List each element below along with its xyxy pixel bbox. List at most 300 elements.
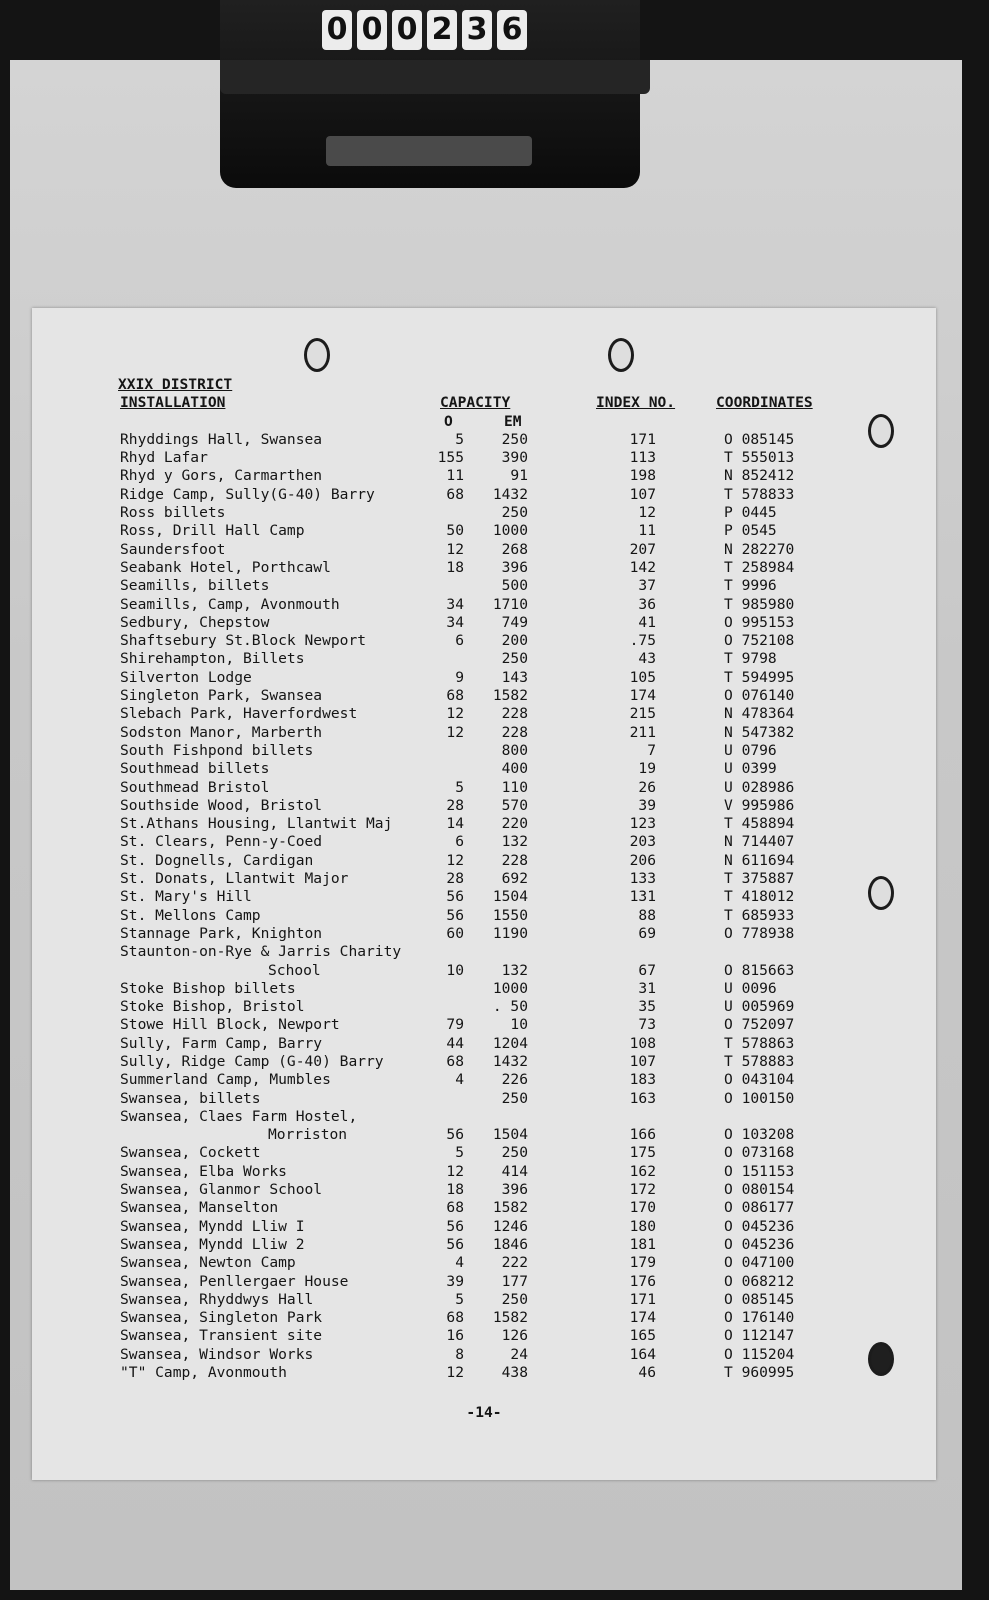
- coordinates: O 151153: [724, 1162, 795, 1180]
- index-number: 174: [629, 687, 656, 705]
- installation-name: Swansea, Newton Camp: [120, 1254, 296, 1272]
- coordinates: O 045236: [724, 1235, 795, 1253]
- coordinates: U 005969: [724, 998, 795, 1016]
- coordinates: T 258984: [724, 558, 795, 576]
- table-row: [118, 1346, 828, 1364]
- enlisted-capacity: 500: [501, 577, 528, 595]
- index-number: 176: [629, 1272, 656, 1290]
- officer-capacity: 56: [446, 906, 464, 924]
- table-row: [118, 907, 828, 925]
- officer-capacity: 68: [446, 1052, 464, 1070]
- enlisted-capacity: 1432: [492, 1052, 528, 1070]
- installation-name: Sedbury, Chepstow: [120, 613, 270, 631]
- index-number: 88: [638, 906, 656, 924]
- enlisted-capacity: 396: [501, 558, 528, 576]
- table-row: [118, 504, 828, 522]
- table-row: [118, 541, 828, 559]
- installation-name: Southmead billets: [120, 760, 270, 778]
- index-number: 107: [629, 485, 656, 503]
- enlisted-capacity: 226: [501, 1071, 528, 1089]
- officer-capacity: 12: [446, 723, 464, 741]
- table-row: [118, 962, 828, 980]
- table-row: [118, 1309, 828, 1327]
- enlisted-capacity: 228: [501, 705, 528, 723]
- enlisted-capacity: 220: [501, 815, 528, 833]
- installation-name: Summerland Camp, Mumbles: [120, 1071, 331, 1089]
- table-row: [118, 1236, 828, 1254]
- coordinates: T 9996: [724, 577, 777, 595]
- index-number: 69: [638, 924, 656, 942]
- table-row: [118, 559, 828, 577]
- enlisted-capacity: 250: [501, 650, 528, 668]
- officer-capacity: 16: [446, 1327, 464, 1345]
- page-number: -14-: [466, 1404, 502, 1421]
- officer-capacity: 68: [446, 485, 464, 503]
- coordinates: T 578863: [724, 1034, 795, 1052]
- table-row: [118, 1108, 828, 1126]
- officer-capacity: 12: [446, 1162, 464, 1180]
- installation-name: Sodston Manor, Marberth: [120, 723, 323, 741]
- index-number: 166: [629, 1126, 656, 1144]
- enlisted-capacity: 1000: [492, 979, 528, 997]
- installation-name: Shirehampton, Billets: [120, 650, 305, 668]
- enlisted-capacity: 250: [501, 1144, 528, 1162]
- coordinates: O 995153: [724, 613, 795, 631]
- table-row: [118, 669, 828, 687]
- installation-name: Morriston: [268, 1126, 348, 1144]
- coordinates: O 815663: [724, 961, 795, 979]
- coordinates: P 0445: [724, 504, 777, 522]
- officer-capacity: 5: [455, 1290, 464, 1308]
- index-number: 107: [629, 1052, 656, 1070]
- counter-digit: 6: [497, 10, 527, 50]
- enlisted-capacity: 1846: [492, 1235, 528, 1253]
- index-number: 206: [629, 851, 656, 869]
- enlisted-capacity: 390: [501, 449, 528, 467]
- index-number: .75: [629, 632, 656, 650]
- district-title: XXIX DISTRICT: [118, 376, 233, 393]
- table-row: [118, 1254, 828, 1272]
- index-number: 211: [629, 723, 656, 741]
- coordinates: O 086177: [724, 1199, 795, 1217]
- installation-name: Ross billets: [120, 504, 226, 522]
- installation-name: Sully, Ridge Camp (G-40) Barry: [120, 1052, 384, 1070]
- table-row: [118, 577, 828, 595]
- table-row: [118, 1071, 828, 1089]
- index-number: 181: [629, 1235, 656, 1253]
- index-number: 7: [647, 741, 656, 759]
- enlisted-capacity: 692: [501, 870, 528, 888]
- table-row: [118, 1327, 828, 1345]
- officer-capacity: 6: [455, 632, 464, 650]
- enlisted-capacity: 91: [510, 467, 528, 485]
- installation-name: Staunton-on-Rye & Jarris Charity: [120, 943, 402, 961]
- installation-name: Stoke Bishop billets: [120, 979, 296, 997]
- installation-name: Swansea, Manselton: [120, 1199, 279, 1217]
- coordinates-header: COORDINATES: [716, 394, 813, 412]
- officer-capacity: 68: [446, 1309, 464, 1327]
- officer-capacity: 60: [446, 924, 464, 942]
- table-row: [118, 1090, 828, 1108]
- index-number: 123: [629, 815, 656, 833]
- coordinates: O 103208: [724, 1126, 795, 1144]
- officer-capacity: 44: [446, 1034, 464, 1052]
- installation-name: Rhyd Lafar: [120, 449, 208, 467]
- index-number: 43: [638, 650, 656, 668]
- coordinates: N 282270: [724, 540, 795, 558]
- officer-capacity: 39: [446, 1272, 464, 1290]
- coordinates: U 028986: [724, 778, 795, 796]
- table-row: [118, 870, 828, 888]
- punch-hole: [868, 414, 894, 448]
- enlisted-capacity: 250: [501, 1089, 528, 1107]
- punch-hole: [304, 338, 330, 372]
- index-number: 12: [638, 504, 656, 522]
- installation-name: Swansea, Claes Farm Hostel,: [120, 1107, 358, 1125]
- installation-name: Shaftsebury St.Block Newport: [120, 632, 367, 650]
- counter-digit: 0: [322, 10, 352, 50]
- coordinates: N 547382: [724, 723, 795, 741]
- installation-name: Swansea, Myndd Lliw I: [120, 1217, 305, 1235]
- enlisted-capacity: 228: [501, 723, 528, 741]
- index-number: 41: [638, 613, 656, 631]
- installation-name: Ridge Camp, Sully(G-40) Barry: [120, 485, 375, 503]
- installation-name: Seabank Hotel, Porthcawl: [120, 558, 331, 576]
- table-row: [118, 998, 828, 1016]
- enlisted-capacity: 1000: [492, 522, 528, 540]
- table-row: [118, 1218, 828, 1236]
- index-number: 39: [638, 796, 656, 814]
- coordinates: T 9798: [724, 650, 777, 668]
- coordinates: U 0096: [724, 979, 777, 997]
- punch-hole: [868, 876, 894, 910]
- enlisted-capacity: 1432: [492, 485, 528, 503]
- coordinates: O 752097: [724, 1016, 795, 1034]
- installation-name: "T" Camp, Avonmouth: [120, 1364, 287, 1382]
- enlisted-capacity: 1504: [492, 888, 528, 906]
- table-row: [118, 596, 828, 614]
- officer-capacity: 56: [446, 888, 464, 906]
- enlisted-capacity: 800: [501, 741, 528, 759]
- coordinates: O 076140: [724, 687, 795, 705]
- coordinates: V 995986: [724, 796, 795, 814]
- installation-name: St. Clears, Penn-y-Coed: [120, 833, 323, 851]
- clip-slot: [326, 136, 532, 166]
- table-row: [118, 1053, 828, 1071]
- table-row: [118, 1016, 828, 1034]
- table-row: [118, 925, 828, 943]
- officer-capacity: 56: [446, 1217, 464, 1235]
- officer-capacity: 5: [455, 1144, 464, 1162]
- table-row: [118, 980, 828, 998]
- installation-name: Ross, Drill Hall Camp: [120, 522, 305, 540]
- index-number: 31: [638, 979, 656, 997]
- index-number: 203: [629, 833, 656, 851]
- officer-capacity: 155: [437, 449, 464, 467]
- enlisted-capacity: 222: [501, 1254, 528, 1272]
- counter-digit: 2: [427, 10, 457, 50]
- table-row: [118, 650, 828, 668]
- installation-name: Southside Wood, Bristol: [120, 796, 323, 814]
- index-number: 36: [638, 595, 656, 613]
- index-number: 183: [629, 1071, 656, 1089]
- index-number: 174: [629, 1309, 656, 1327]
- table-row: [118, 888, 828, 906]
- installation-name: School: [268, 961, 321, 979]
- table-row: [118, 742, 828, 760]
- installation-table: [118, 376, 828, 1382]
- coordinates: T 375887: [724, 870, 795, 888]
- enlisted-capacity: 268: [501, 540, 528, 558]
- coordinates: T 578833: [724, 485, 795, 503]
- officer-capacity: 56: [446, 1126, 464, 1144]
- installation-name: Silverton Lodge: [120, 668, 252, 686]
- installation-name: St. Mary's Hill: [120, 888, 252, 906]
- index-number: 113: [629, 449, 656, 467]
- installation-name: St. Mellons Camp: [120, 906, 261, 924]
- coordinates: N 611694: [724, 851, 795, 869]
- enlisted-capacity: 132: [501, 961, 528, 979]
- table-row: [118, 1291, 828, 1309]
- officer-capacity: 18: [446, 1181, 464, 1199]
- index-number: 26: [638, 778, 656, 796]
- officer-capacity: 11: [446, 467, 464, 485]
- officer-capacity: 50: [446, 522, 464, 540]
- coordinates: O 115204: [724, 1345, 795, 1363]
- installation-name: South Fishpond billets: [120, 741, 314, 759]
- officer-capacity: 5: [455, 778, 464, 796]
- enlisted-capacity: 228: [501, 851, 528, 869]
- officer-capacity: 10: [446, 961, 464, 979]
- coordinates: O 073168: [724, 1144, 795, 1162]
- table-row: [118, 467, 828, 485]
- table-row: [118, 724, 828, 742]
- enlisted-capacity: 126: [501, 1327, 528, 1345]
- index-number: 35: [638, 998, 656, 1016]
- table-row: [118, 431, 828, 449]
- index-number: 165: [629, 1327, 656, 1345]
- table-row: [118, 815, 828, 833]
- officer-capacity: 68: [446, 1199, 464, 1217]
- index-number: 163: [629, 1089, 656, 1107]
- enlisted-capacity: 250: [501, 504, 528, 522]
- coordinates: T 594995: [724, 668, 795, 686]
- enlisted-capacity: 177: [501, 1272, 528, 1290]
- coordinates: T 985980: [724, 595, 795, 613]
- index-number: 171: [629, 430, 656, 448]
- index-number: 180: [629, 1217, 656, 1235]
- installation-header: INSTALLATION: [120, 394, 226, 412]
- installation-name: Swansea, Glanmor School: [120, 1181, 323, 1199]
- coordinates: O 047100: [724, 1254, 795, 1272]
- enlisted-header: EM: [504, 412, 522, 430]
- installation-name: Singleton Park, Swansea: [120, 687, 323, 705]
- coordinates: U 0796: [724, 741, 777, 759]
- clip-bar: [220, 60, 650, 94]
- index-number: 46: [638, 1364, 656, 1382]
- table-row: [118, 1126, 828, 1144]
- enlisted-capacity: 1710: [492, 595, 528, 613]
- frame-counter: [322, 10, 527, 50]
- enlisted-capacity: 250: [501, 1290, 528, 1308]
- table-row: [118, 760, 828, 778]
- installation-name: Swansea, Transient site: [120, 1327, 323, 1345]
- table-row: [118, 705, 828, 723]
- enlisted-capacity: 10: [510, 1016, 528, 1034]
- index-number: 73: [638, 1016, 656, 1034]
- officer-capacity: 28: [446, 870, 464, 888]
- header-row-1: [118, 394, 828, 412]
- installation-name: Swansea, Windsor Works: [120, 1345, 314, 1363]
- coordinates: O 068212: [724, 1272, 795, 1290]
- table-row: [118, 486, 828, 504]
- coordinates: O 043104: [724, 1071, 795, 1089]
- coordinates: O 752108: [724, 632, 795, 650]
- enlisted-capacity: 1246: [492, 1217, 528, 1235]
- enlisted-capacity: . 50: [492, 998, 528, 1016]
- table-row: [118, 797, 828, 815]
- installation-name: Swansea, Rhyddwys Hall: [120, 1290, 314, 1308]
- enlisted-capacity: 1582: [492, 1199, 528, 1217]
- enlisted-capacity: 250: [501, 430, 528, 448]
- officer-capacity: 12: [446, 705, 464, 723]
- officer-capacity: 12: [446, 540, 464, 558]
- installation-name: Rhyd y Gors, Carmarthen: [120, 467, 323, 485]
- installation-name: Swansea, billets: [120, 1089, 261, 1107]
- index-number: 179: [629, 1254, 656, 1272]
- coordinates: T 960995: [724, 1364, 795, 1382]
- coordinates: O 080154: [724, 1181, 795, 1199]
- installation-name: Saundersfoot: [120, 540, 226, 558]
- officer-capacity: 79: [446, 1016, 464, 1034]
- installation-name: Seamills, billets: [120, 577, 270, 595]
- installation-name: Swansea, Penllergaer House: [120, 1272, 349, 1290]
- installation-name: Rhyddings Hall, Swansea: [120, 430, 323, 448]
- officer-capacity: 68: [446, 687, 464, 705]
- index-number: 162: [629, 1162, 656, 1180]
- counter-digit: 3: [462, 10, 492, 50]
- index-number: 19: [638, 760, 656, 778]
- capacity-header: CAPACITY: [440, 394, 511, 412]
- officers-header: O: [444, 412, 453, 430]
- coordinates: O 778938: [724, 924, 795, 942]
- index-number: 215: [629, 705, 656, 723]
- officer-capacity: 18: [446, 558, 464, 576]
- index-number: 170: [629, 1199, 656, 1217]
- table-row: [118, 1273, 828, 1291]
- table-row: [118, 1035, 828, 1053]
- coordinates: O 100150: [724, 1089, 795, 1107]
- installation-name: Sully, Farm Camp, Barry: [120, 1034, 323, 1052]
- table-row: [118, 1163, 828, 1181]
- table-row: [118, 943, 828, 961]
- officer-capacity: 9: [455, 668, 464, 686]
- coordinates: T 555013: [724, 449, 795, 467]
- coordinates: N 478364: [724, 705, 795, 723]
- enlisted-capacity: 132: [501, 833, 528, 851]
- punch-hole: [868, 1342, 894, 1376]
- index-number: 142: [629, 558, 656, 576]
- document-page: [32, 308, 936, 1480]
- enlisted-capacity: 143: [501, 668, 528, 686]
- index-number: 108: [629, 1034, 656, 1052]
- officer-capacity: 28: [446, 796, 464, 814]
- enlisted-capacity: 438: [501, 1364, 528, 1382]
- officer-capacity: 12: [446, 1364, 464, 1382]
- coordinates: O 176140: [724, 1309, 795, 1327]
- coordinates: T 578883: [724, 1052, 795, 1070]
- coordinates: T 685933: [724, 906, 795, 924]
- table-row: [118, 1364, 828, 1382]
- officer-capacity: 4: [455, 1071, 464, 1089]
- table-row: [118, 833, 828, 851]
- table-body: [118, 431, 828, 1382]
- enlisted-capacity: 749: [501, 613, 528, 631]
- coordinates: O 085145: [724, 430, 795, 448]
- officer-capacity: 14: [446, 815, 464, 833]
- enlisted-capacity: 396: [501, 1181, 528, 1199]
- officer-capacity: 6: [455, 833, 464, 851]
- index-number: 67: [638, 961, 656, 979]
- officer-capacity: 8: [455, 1345, 464, 1363]
- installation-name: Swansea, Myndd Lliw 2: [120, 1235, 305, 1253]
- table-row: [118, 687, 828, 705]
- installation-name: Stowe Hill Block, Newport: [120, 1016, 340, 1034]
- officer-capacity: 34: [446, 595, 464, 613]
- officer-capacity: 4: [455, 1254, 464, 1272]
- table-row: [118, 632, 828, 650]
- table-row: [118, 852, 828, 870]
- installation-name: Southmead Bristol: [120, 778, 270, 796]
- coordinates: U 0399: [724, 760, 777, 778]
- index-number: 172: [629, 1181, 656, 1199]
- installation-name: Stannage Park, Knighton: [120, 924, 323, 942]
- coordinates: T 418012: [724, 888, 795, 906]
- table-row: [118, 522, 828, 540]
- index-number: 37: [638, 577, 656, 595]
- table-row: [118, 1144, 828, 1162]
- enlisted-capacity: 414: [501, 1162, 528, 1180]
- index-number: 105: [629, 668, 656, 686]
- coordinates: P 0545: [724, 522, 777, 540]
- coordinates: N 714407: [724, 833, 795, 851]
- counter-digit: 0: [392, 10, 422, 50]
- installation-name: St. Dognells, Cardigan: [120, 851, 314, 869]
- index-number: 133: [629, 870, 656, 888]
- table-row: [118, 449, 828, 467]
- officer-capacity: 5: [455, 430, 464, 448]
- enlisted-capacity: 1190: [492, 924, 528, 942]
- index-number: 175: [629, 1144, 656, 1162]
- index-number: 207: [629, 540, 656, 558]
- installation-name: Slebach Park, Haverfordwest: [120, 705, 358, 723]
- installation-name: Swansea, Elba Works: [120, 1162, 287, 1180]
- table-row: [118, 1181, 828, 1199]
- coordinates: N 852412: [724, 467, 795, 485]
- enlisted-capacity: 1582: [492, 1309, 528, 1327]
- installation-name: Swansea, Cockett: [120, 1144, 261, 1162]
- officer-capacity: 56: [446, 1235, 464, 1253]
- index-number: 198: [629, 467, 656, 485]
- enlisted-capacity: 570: [501, 796, 528, 814]
- punch-hole: [608, 338, 634, 372]
- index-number: 11: [638, 522, 656, 540]
- enlisted-capacity: 200: [501, 632, 528, 650]
- enlisted-capacity: 1582: [492, 687, 528, 705]
- enlisted-capacity: 24: [510, 1345, 528, 1363]
- officer-capacity: 34: [446, 613, 464, 631]
- counter-digit: 0: [357, 10, 387, 50]
